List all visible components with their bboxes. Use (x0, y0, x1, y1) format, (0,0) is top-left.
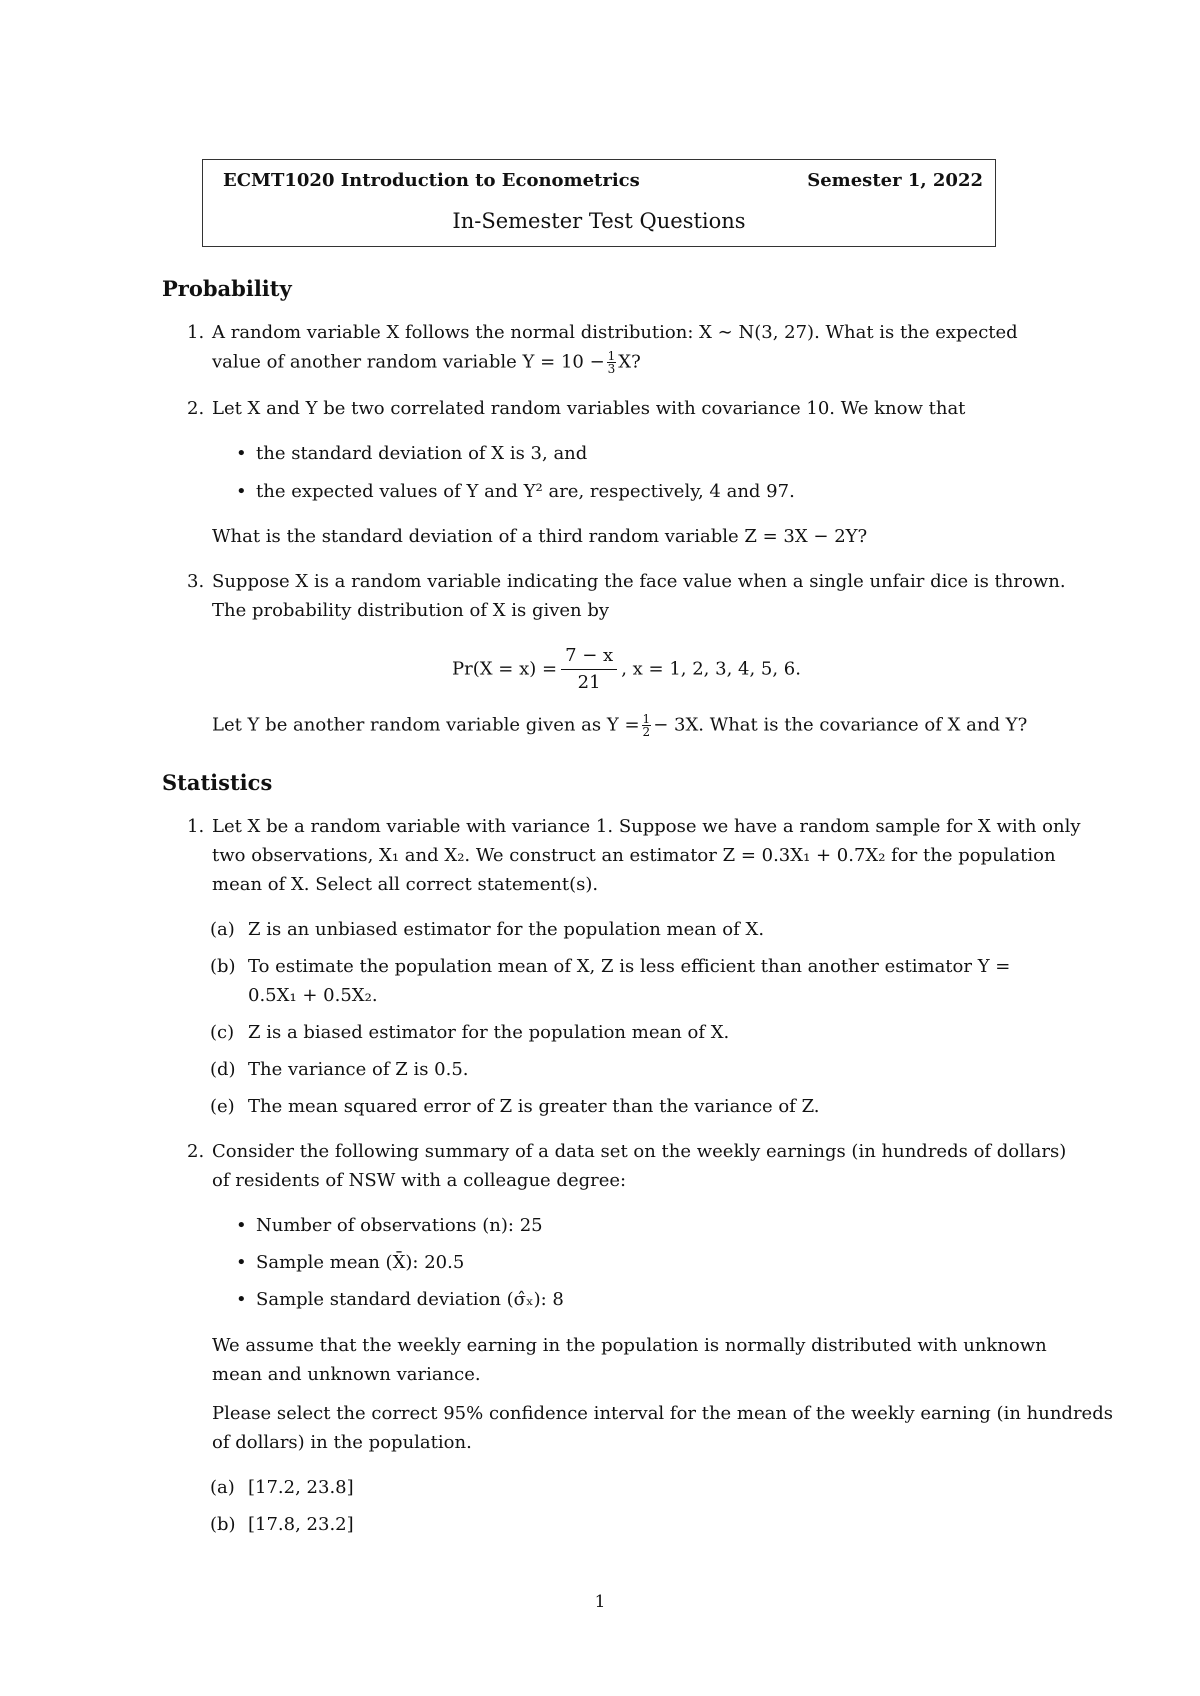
option-text: The mean squared error of Z is greater than the variance of Z. (248, 1096, 820, 1117)
bullet-item: • Sample mean (X̄): 20.5 (256, 1252, 464, 1273)
option-text: [17.8, 23.2] (248, 1514, 354, 1535)
fraction-numerator: 1 (642, 712, 651, 726)
equation-rhs: , x = 1, 2, 3, 4, 5, 6. (621, 658, 801, 680)
question-text: Let X and Y be two correlated random variables with covariance 10. We know that (212, 398, 966, 419)
option-label: (b) (210, 956, 236, 977)
question-text: Let X be a random variable with variance 1. Suppose we have a random sample for X with only (212, 816, 1081, 837)
question-number: 3. (187, 571, 205, 592)
section-title-probability: Probability (162, 276, 292, 301)
bullet-item: • Sample standard deviation (σ̂ₓ): 8 (256, 1289, 564, 1310)
fraction-denominator: 2 (642, 725, 651, 739)
option-text: To estimate the population mean of X, Z is less efficient than another estimator Y = (248, 956, 1011, 977)
option-label: (e) (210, 1096, 235, 1117)
question-text: What is the standard deviation of a third random variable Z = 3X − 2Y? (212, 526, 868, 547)
question-text: two observations, X₁ and X₂. We construct an estimator Z = 0.3X₁ + 0.7X₂ for the population (212, 845, 1056, 866)
question-number: 1. (187, 816, 205, 837)
question-text: Suppose X is a random variable indicating the face value when a single unfair dice is thrown. (212, 571, 1066, 592)
bullet-item: • Number of observations (n): 25 (256, 1215, 543, 1236)
question-text-part: X? (618, 351, 641, 373)
fraction-denominator: 3 (607, 362, 616, 376)
fraction-numerator: 1 (607, 349, 616, 363)
equation (452, 643, 801, 696)
question-number: 1. (187, 322, 205, 343)
question-text-part: − 3X. What is the covariance of X and Y? (653, 714, 1028, 736)
option-text: Z is an unbiased estimator for the population mean of X. (248, 919, 765, 940)
question-text: mean of X. Select all correct statement(s). (212, 874, 599, 895)
option-text: The variance of Z is 0.5. (248, 1059, 469, 1080)
option-text-continued: 0.5X₁ + 0.5X₂. (248, 985, 378, 1006)
question-number: 2. (187, 398, 205, 419)
question-text-part: Let Y be another random variable given as Y = (212, 714, 640, 736)
equation-lhs: Pr(X = x) = (452, 658, 558, 680)
question-text-line (212, 350, 641, 375)
paragraph-text: of dollars) in the population. (212, 1432, 472, 1453)
equation-fraction (561, 643, 617, 696)
question-text: Consider the following summary of a data set on the weekly earnings (in hundreds of dollars) (212, 1141, 1067, 1162)
paragraph-text: Please select the correct 95% confidence interval for the mean of the weekly earning (in hundreds (212, 1403, 1113, 1424)
equation-denominator: 21 (577, 672, 601, 693)
option-label: (b) (210, 1514, 236, 1535)
paragraph-text: mean and unknown variance. (212, 1364, 481, 1385)
question-text: The probability distribution of X is given by (212, 600, 610, 621)
option-label: (d) (210, 1059, 236, 1080)
section-title-statistics: Statistics (162, 770, 273, 795)
document-subtitle: In-Semester Test Questions (452, 209, 746, 233)
course-title: ECMT1020 Introduction to Econometrics (223, 170, 640, 191)
page-number: 1 (594, 1592, 606, 1612)
bullet-item: • the expected values of Y and Y² are, respectively, 4 and 97. (256, 481, 795, 502)
option-text: Z is a biased estimator for the population mean of X. (248, 1022, 730, 1043)
header-box (202, 159, 996, 247)
question-text: of residents of NSW with a colleague degree: (212, 1170, 627, 1191)
fraction (607, 350, 617, 375)
option-label: (a) (210, 1477, 235, 1498)
question-text-part: value of another random variable Y = 10 − (212, 351, 605, 373)
option-label: (c) (210, 1022, 235, 1043)
bullet-item: • the standard deviation of X is 3, and (256, 443, 587, 464)
option-text: [17.2, 23.8] (248, 1477, 354, 1498)
semester-label: Semester 1, 2022 (807, 170, 983, 191)
question-number: 2. (187, 1141, 205, 1162)
equation-numerator: 7 − x (561, 643, 617, 670)
paragraph-text: We assume that the weekly earning in the population is normally distributed with unknown (212, 1335, 1047, 1356)
fraction (642, 713, 652, 738)
question-text-line (212, 713, 1027, 738)
question-text: A random variable X follows the normal distribution: X ∼ N(3, 27). What is the expected (212, 322, 1018, 343)
option-label: (a) (210, 919, 235, 940)
